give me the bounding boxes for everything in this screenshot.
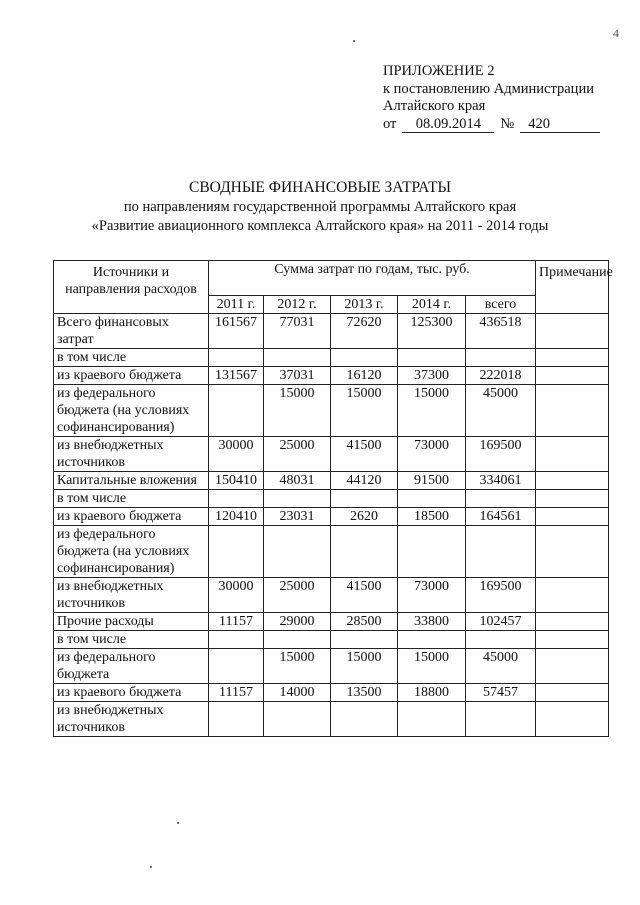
row-value bbox=[466, 631, 536, 649]
row-value bbox=[209, 631, 264, 649]
table-row bbox=[54, 613, 609, 631]
row-note bbox=[536, 702, 609, 737]
row-value bbox=[331, 490, 398, 508]
row-value: 37031 bbox=[264, 367, 331, 385]
from-label: от bbox=[383, 115, 397, 132]
row-value bbox=[466, 526, 536, 578]
subtitle-line-2: «Развитие авиационного комплекса Алтайского края» на 2011 - 2014 годы bbox=[91, 217, 549, 234]
table-row bbox=[54, 702, 609, 737]
row-note bbox=[536, 437, 609, 472]
row-value bbox=[264, 526, 331, 578]
row-value: 48031 bbox=[264, 472, 331, 490]
row-value: 102457 bbox=[466, 613, 536, 631]
row-label: в том числе bbox=[54, 349, 209, 367]
row-note bbox=[536, 385, 609, 437]
row-value bbox=[264, 490, 331, 508]
row-value: 37300 bbox=[398, 367, 466, 385]
table-row bbox=[54, 367, 609, 385]
row-value: 15000 bbox=[398, 649, 466, 684]
appendix-resolution: к постановлению Администрации bbox=[383, 80, 594, 97]
row-value: 169500 bbox=[466, 578, 536, 613]
row-label: в том числе bbox=[54, 631, 209, 649]
row-value: 14000 bbox=[264, 684, 331, 702]
row-label: Прочие расходы bbox=[54, 613, 209, 631]
row-note bbox=[536, 349, 609, 367]
row-value: 25000 bbox=[264, 437, 331, 472]
row-value: 18500 bbox=[398, 508, 466, 526]
row-value: 15000 bbox=[331, 385, 398, 437]
row-note bbox=[536, 472, 609, 490]
row-value bbox=[466, 702, 536, 737]
row-value: 30000 bbox=[209, 578, 264, 613]
row-value: 436518 bbox=[466, 314, 536, 349]
row-value: 91500 bbox=[398, 472, 466, 490]
row-value: 73000 bbox=[398, 437, 466, 472]
row-value: 334061 bbox=[466, 472, 536, 490]
row-note bbox=[536, 684, 609, 702]
row-value bbox=[398, 349, 466, 367]
document-subtitle bbox=[0, 198, 640, 235]
row-value: 44120 bbox=[331, 472, 398, 490]
row-value: 2620 bbox=[331, 508, 398, 526]
row-value bbox=[209, 349, 264, 367]
header-year-1: 2012 г. bbox=[264, 296, 331, 314]
header-year-2: 2013 г. bbox=[331, 296, 398, 314]
table-row bbox=[54, 649, 609, 684]
row-value bbox=[398, 526, 466, 578]
appendix-title: ПРИЛОЖЕНИЕ 2 bbox=[383, 63, 495, 79]
table-row bbox=[54, 631, 609, 649]
table-row bbox=[54, 526, 609, 578]
row-label: в том числе bbox=[54, 490, 209, 508]
row-label: из краевого бюджета bbox=[54, 508, 209, 526]
row-label: из федерального бюджета bbox=[54, 649, 209, 684]
row-value: 222018 bbox=[466, 367, 536, 385]
row-label: из федерального бюджета (на условиях софинансирования) bbox=[54, 385, 209, 437]
table-row bbox=[54, 349, 609, 367]
row-value: 28500 bbox=[331, 613, 398, 631]
row-note bbox=[536, 631, 609, 649]
scan-speck bbox=[353, 40, 355, 42]
row-value: 120410 bbox=[209, 508, 264, 526]
row-value bbox=[398, 631, 466, 649]
row-value: 13500 bbox=[331, 684, 398, 702]
row-value bbox=[264, 631, 331, 649]
table-row bbox=[54, 472, 609, 490]
row-value: 125300 bbox=[398, 314, 466, 349]
row-note bbox=[536, 367, 609, 385]
row-value: 161567 bbox=[209, 314, 264, 349]
row-value: 30000 bbox=[209, 437, 264, 472]
table-row bbox=[54, 385, 609, 437]
row-label: Капитальные вложения bbox=[54, 472, 209, 490]
row-value: 33800 bbox=[398, 613, 466, 631]
page-number: 4 bbox=[613, 26, 619, 40]
row-value bbox=[209, 702, 264, 737]
table-row bbox=[54, 437, 609, 472]
table-row bbox=[54, 314, 609, 349]
row-value: 15000 bbox=[264, 649, 331, 684]
row-value bbox=[466, 349, 536, 367]
row-value: 15000 bbox=[398, 385, 466, 437]
row-label: Всего финансовых затрат bbox=[54, 314, 209, 349]
table-row bbox=[54, 508, 609, 526]
appendix-date-line bbox=[383, 116, 600, 134]
row-note bbox=[536, 314, 609, 349]
row-value: 45000 bbox=[466, 649, 536, 684]
row-note bbox=[536, 578, 609, 613]
row-value: 16120 bbox=[331, 367, 398, 385]
row-value bbox=[398, 702, 466, 737]
table-row bbox=[54, 684, 609, 702]
row-value bbox=[209, 649, 264, 684]
row-value bbox=[331, 349, 398, 367]
row-value: 29000 bbox=[264, 613, 331, 631]
row-value bbox=[331, 526, 398, 578]
header-year-4: всего bbox=[466, 296, 536, 314]
row-value: 15000 bbox=[264, 385, 331, 437]
row-value bbox=[331, 631, 398, 649]
row-value: 164561 bbox=[466, 508, 536, 526]
number-label: № bbox=[500, 115, 515, 132]
scan-speck bbox=[177, 822, 179, 824]
row-note bbox=[536, 508, 609, 526]
header-year-3: 2014 г. bbox=[398, 296, 466, 314]
row-label: из федерального бюджета (на условиях софинансирования) bbox=[54, 526, 209, 578]
header-sum: Сумма затрат по годам, тыс. руб. bbox=[209, 261, 536, 296]
scan-speck bbox=[150, 866, 152, 868]
row-value bbox=[209, 385, 264, 437]
row-value: 11157 bbox=[209, 613, 264, 631]
row-value: 150410 bbox=[209, 472, 264, 490]
row-value: 18800 bbox=[398, 684, 466, 702]
table-row bbox=[54, 578, 609, 613]
appendix-date: 08.09.2014 bbox=[402, 117, 494, 133]
header-sources: Источники и направления расходов bbox=[54, 261, 209, 314]
row-note bbox=[536, 526, 609, 578]
row-value bbox=[209, 490, 264, 508]
row-value bbox=[466, 490, 536, 508]
row-value: 25000 bbox=[264, 578, 331, 613]
row-value bbox=[264, 349, 331, 367]
row-note bbox=[536, 490, 609, 508]
header-year-0: 2011 г. bbox=[209, 296, 264, 314]
row-value: 11157 bbox=[209, 684, 264, 702]
subtitle-line-1: по направлениям государственной программы Алтайского края bbox=[123, 199, 517, 215]
table-row bbox=[54, 490, 609, 508]
appendix-region: Алтайского края bbox=[383, 98, 486, 114]
row-value bbox=[264, 702, 331, 737]
row-value: 131567 bbox=[209, 367, 264, 385]
row-value: 57457 bbox=[466, 684, 536, 702]
row-value: 45000 bbox=[466, 385, 536, 437]
row-value: 23031 bbox=[264, 508, 331, 526]
appendix-number: 420 bbox=[520, 117, 600, 133]
row-note bbox=[536, 649, 609, 684]
row-label: из внебюджетных источников bbox=[54, 578, 209, 613]
row-note bbox=[536, 613, 609, 631]
financial-costs-table bbox=[53, 260, 613, 737]
row-value: 169500 bbox=[466, 437, 536, 472]
row-label: из внебюджетных источников bbox=[54, 702, 209, 737]
row-value bbox=[331, 702, 398, 737]
row-label: из внебюджетных источников bbox=[54, 437, 209, 472]
row-value: 15000 bbox=[331, 649, 398, 684]
header-note: Примечание bbox=[536, 261, 609, 314]
row-value bbox=[398, 490, 466, 508]
row-value: 77031 bbox=[264, 314, 331, 349]
row-value: 41500 bbox=[331, 437, 398, 472]
document-title: СВОДНЫЕ ФИНАНСОВЫЕ ЗАТРАТЫ bbox=[189, 179, 451, 196]
row-label: из краевого бюджета bbox=[54, 684, 209, 702]
row-value: 72620 bbox=[331, 314, 398, 349]
row-value: 73000 bbox=[398, 578, 466, 613]
row-label: из краевого бюджета bbox=[54, 367, 209, 385]
row-value bbox=[209, 526, 264, 578]
appendix-block bbox=[383, 63, 600, 133]
row-value: 41500 bbox=[331, 578, 398, 613]
